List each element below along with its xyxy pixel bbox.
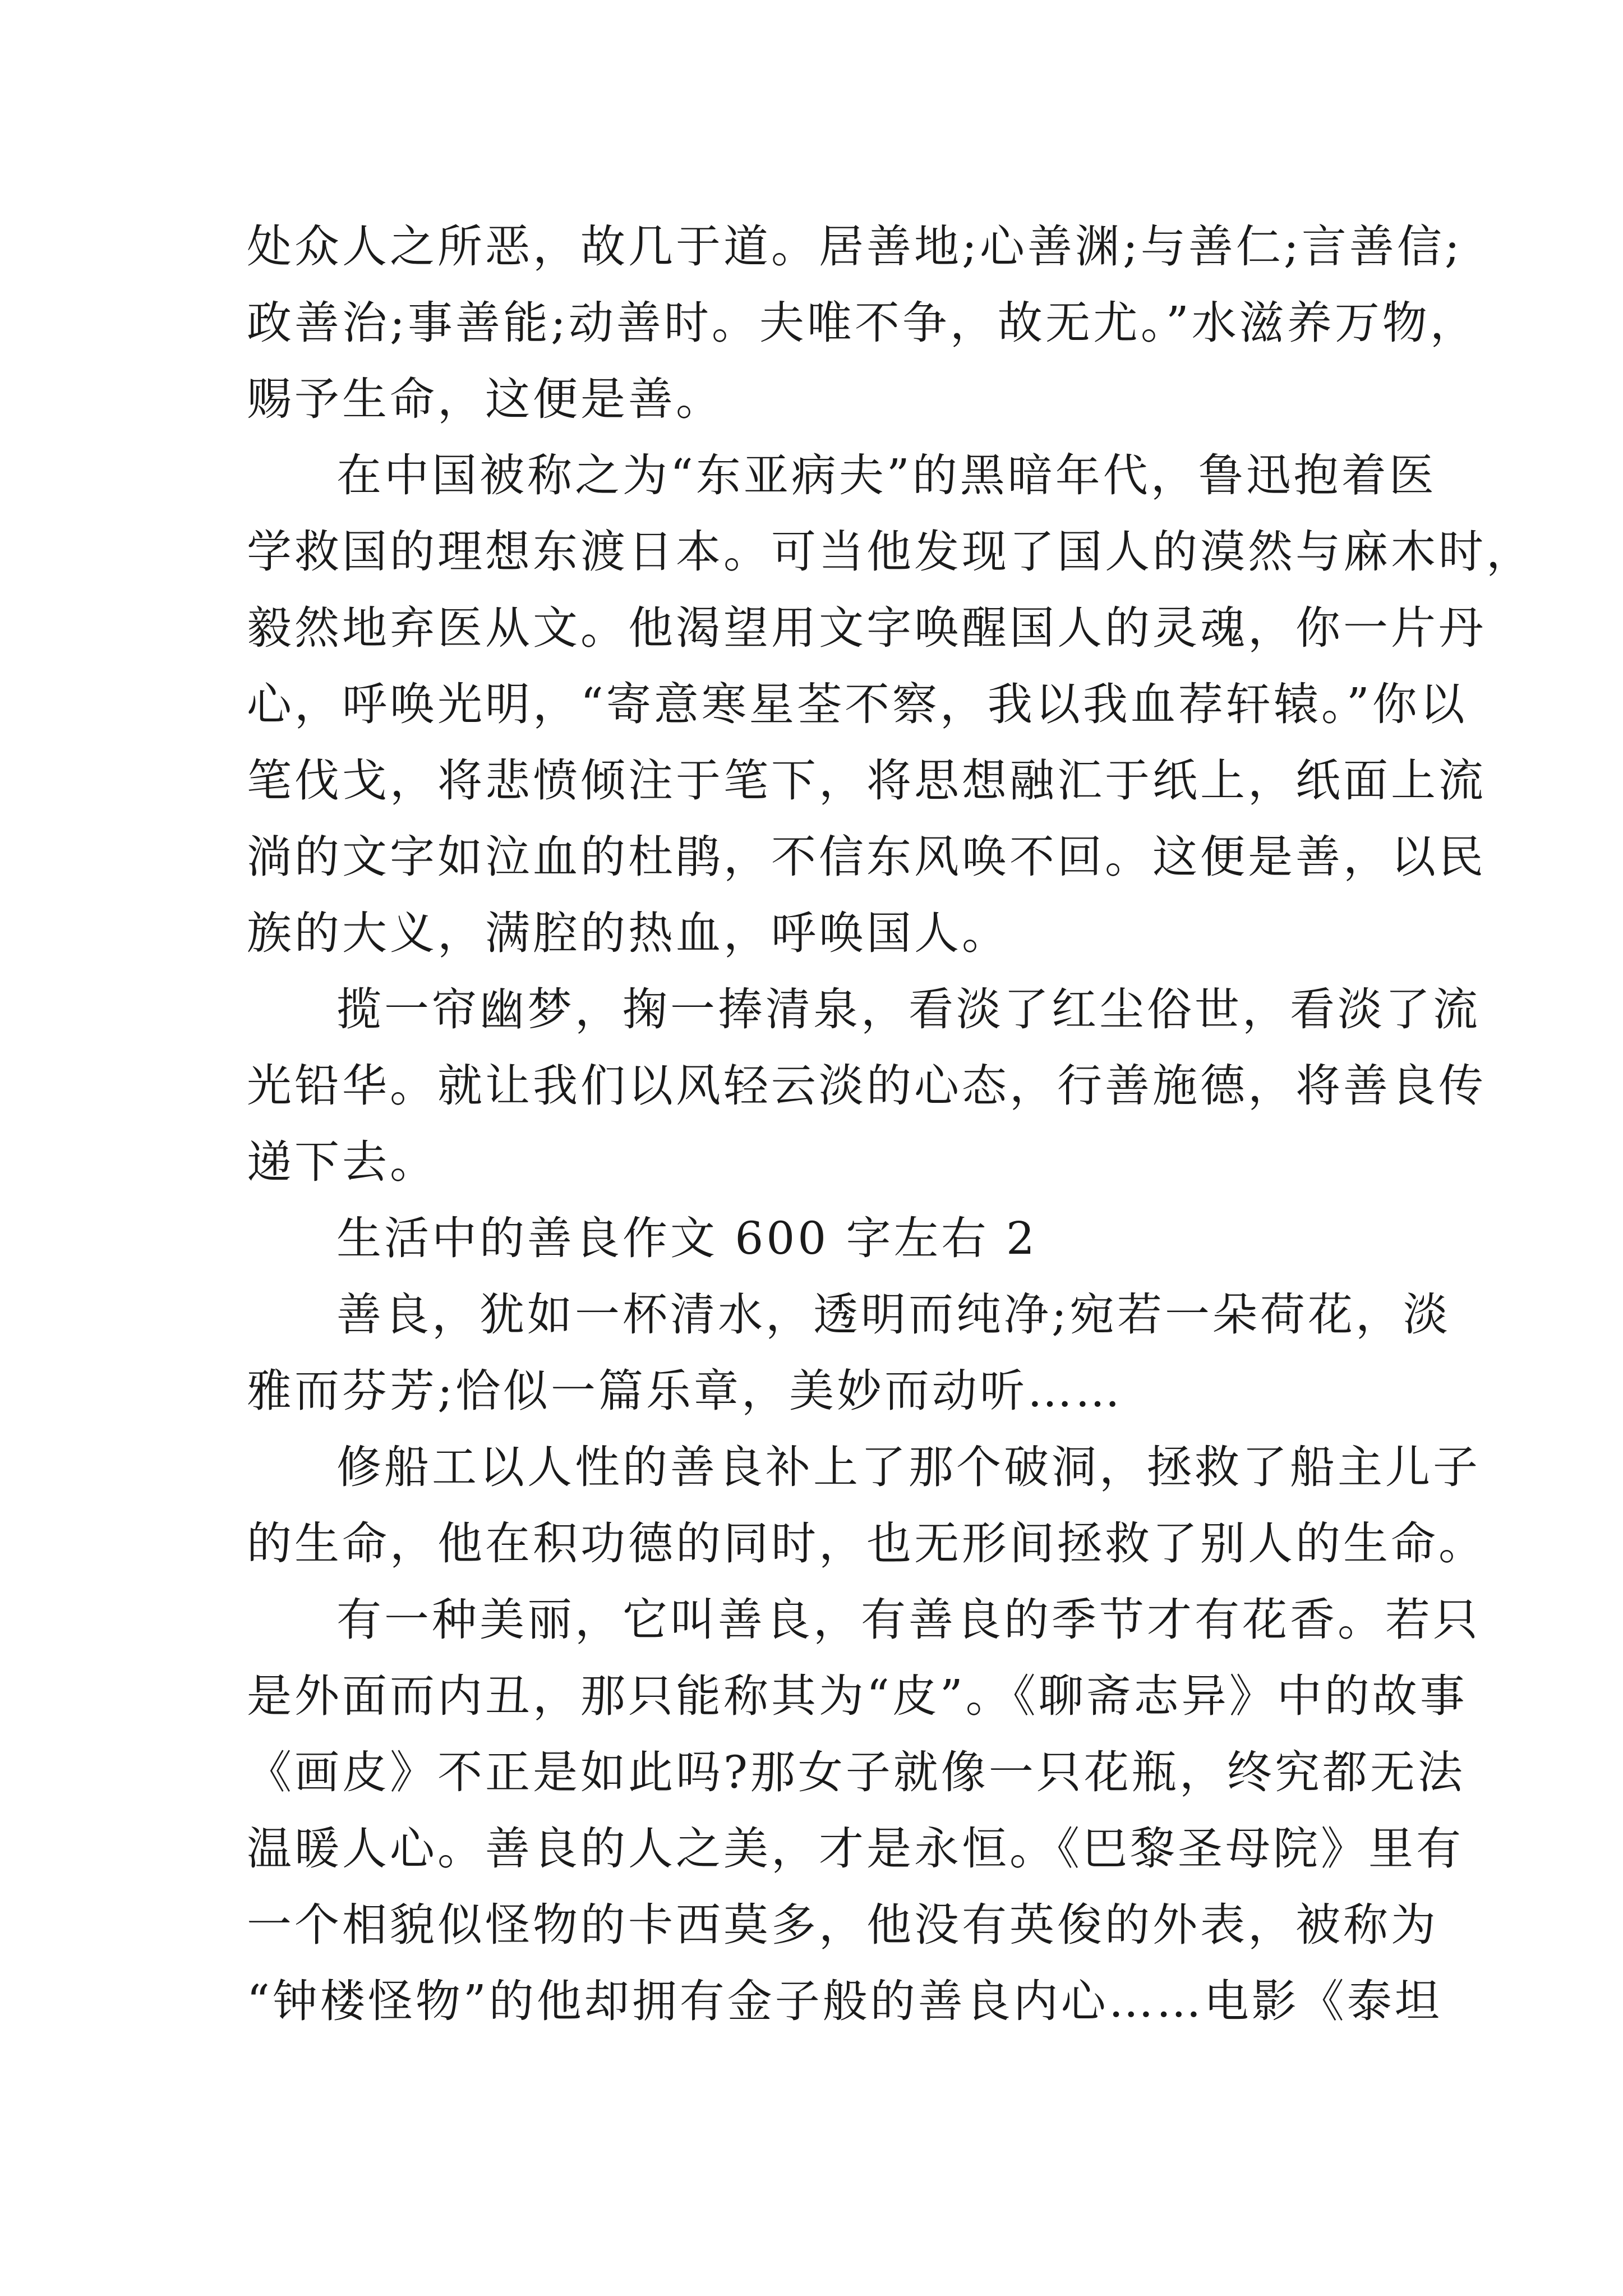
text-line: 笔伐戈，将悲愤倾注于笔下，将思想融汇于纸上，纸面上流 <box>247 754 1486 807</box>
text-line: 政善治;事善能;动善时。夫唯不争，故无尤。”水滋养万物， <box>247 297 1478 349</box>
text-line: 《画皮》不正是如此吗?那女子就像一只花瓶，终究都无法 <box>247 1746 1465 1798</box>
paragraph-first-line: 有一种美丽，它叫善良，有善良的季节才有花香。若只 <box>336 1594 1481 1646</box>
text-line: 一个相貌似怪物的卡西莫多，他没有英俊的外表，被称为 <box>247 1899 1438 1951</box>
text-line: 学救国的理想东渡日本。可当他发现了国人的漠然与麻木时， <box>247 526 1534 578</box>
text-line: 光铅华。就让我们以风轻云淡的心态，行善施德，将善良传 <box>247 1060 1486 1112</box>
paragraph-first-line: 在中国被称之为“东亚病夫”的黑暗年代，鲁迅抱着医 <box>336 449 1437 501</box>
text-line: 温暖人心。善良的人之美，才是永恒。《巴黎圣母院》里有 <box>247 1823 1464 1875</box>
text-line: 淌的文字如泣血的杜鹃，不信东风唤不回。这便是善，以民 <box>247 831 1486 883</box>
text-line: 的生命，他在积功德的同时，也无形间拯救了别人的生命。 <box>247 1517 1486 1570</box>
text-line: 处众人之所恶，故几于道。居善地;心善渊;与善仁;言善信; <box>247 220 1463 273</box>
text-line: “钟楼怪物”的他却拥有金子般的善良内心……电影《泰坦 <box>247 1975 1442 2027</box>
text-line: 递下去。 <box>247 1136 437 1188</box>
body-text <box>247 209 1534 2040</box>
paragraph-first-line: 修船工以人性的善良补上了那个破洞，拯救了船主儿子 <box>336 1441 1481 1493</box>
text-line: 雅而芬芳;恰似一篇乐章，美妙而动听…… <box>247 1365 1123 1417</box>
text-line: 族的大义，满腔的热血，呼唤国人。 <box>247 907 1009 959</box>
text-line: 毅然地弃医从文。他渴望用文字唤醒国人的灵魂，你一片丹 <box>247 602 1486 654</box>
text-line: 心，呼唤光明，“寄意寒星荃不察，我以我血荐轩辕。”你以 <box>247 678 1468 730</box>
text-line: 赐予生命，这便是善。 <box>247 373 723 425</box>
paragraph-first-line: 善良，犹如一杯清水，透明而纯净;宛若一朵荷花，淡 <box>336 1289 1451 1341</box>
text-line: 是外面而内丑，那只能称其为“皮”。《聊斋志异》中的故事 <box>247 1670 1468 1722</box>
paragraph-first-line: 揽一帘幽梦，掬一捧清泉，看淡了红尘俗世，看淡了流 <box>336 983 1481 1036</box>
paragraph-first-line: 生活中的善良作文 600 字左右 2 <box>336 1212 1038 1264</box>
